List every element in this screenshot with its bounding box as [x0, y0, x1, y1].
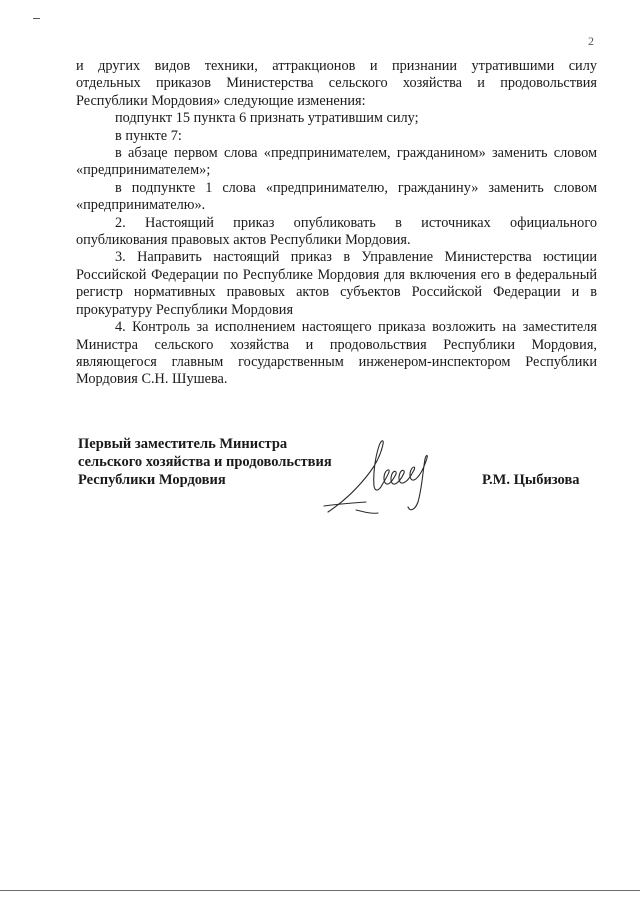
body-paragraph: 3. Направить настоящий приказ в Управление Министерства юстиции Российской Федерации по Республике Мордовия для включения его в федеральный регистр нормативных правовых актов субъектов Российской Федерации и в прокуратуру Республики Мордовия [76, 249, 597, 318]
body-paragraph: 2. Настоящий приказ опубликовать в источниках официального опубликования правовых актов Республики Мордовия. [76, 214, 597, 249]
signatory-title [78, 435, 358, 489]
body-line: и других видов техники, аттракционов и признании утратившими силу [76, 58, 597, 74]
signatory-title-line: Первый заместитель Министра [78, 436, 288, 452]
body-paragraph: в подпункте 1 слова «предпринимателю, гражданину» заменить словом «предпринимателю». [76, 179, 597, 214]
body-line: Республики Мордовия» следующие изменения: [76, 92, 366, 109]
page-number: 2 [588, 34, 594, 48]
body-paragraph: в пункте 7: [115, 127, 182, 144]
scan-bottom-edge [0, 890, 640, 891]
signatory-name: Р.М. Цыбизова [482, 472, 580, 488]
body-paragraph: подпункт 15 пункта 6 признать утратившим силу; [115, 110, 419, 127]
document-body [76, 58, 597, 389]
signatory-title-line: Республики Мордовия [78, 472, 226, 488]
body-line: отдельных приказов Министерства сельского хозяйства и продовольствия [76, 75, 597, 92]
body-paragraph: в абзаце первом слова «предпринимателем, гражданином» заменить словом «предпринимателем»; [76, 145, 597, 179]
scan-artifact [33, 18, 40, 19]
body-paragraph: 4. Контроль за исполнением настоящего приказа возложить на заместителя Министра сельского хозяйства и продовольствия Республики Мордовия, являющегося главным государственным инженером-инспектором Республики Мордовия С.Н. Шушева. [76, 319, 597, 388]
handwritten-signature [318, 428, 448, 523]
signatory-title-line: сельского хозяйства и продовольствия [78, 454, 332, 470]
